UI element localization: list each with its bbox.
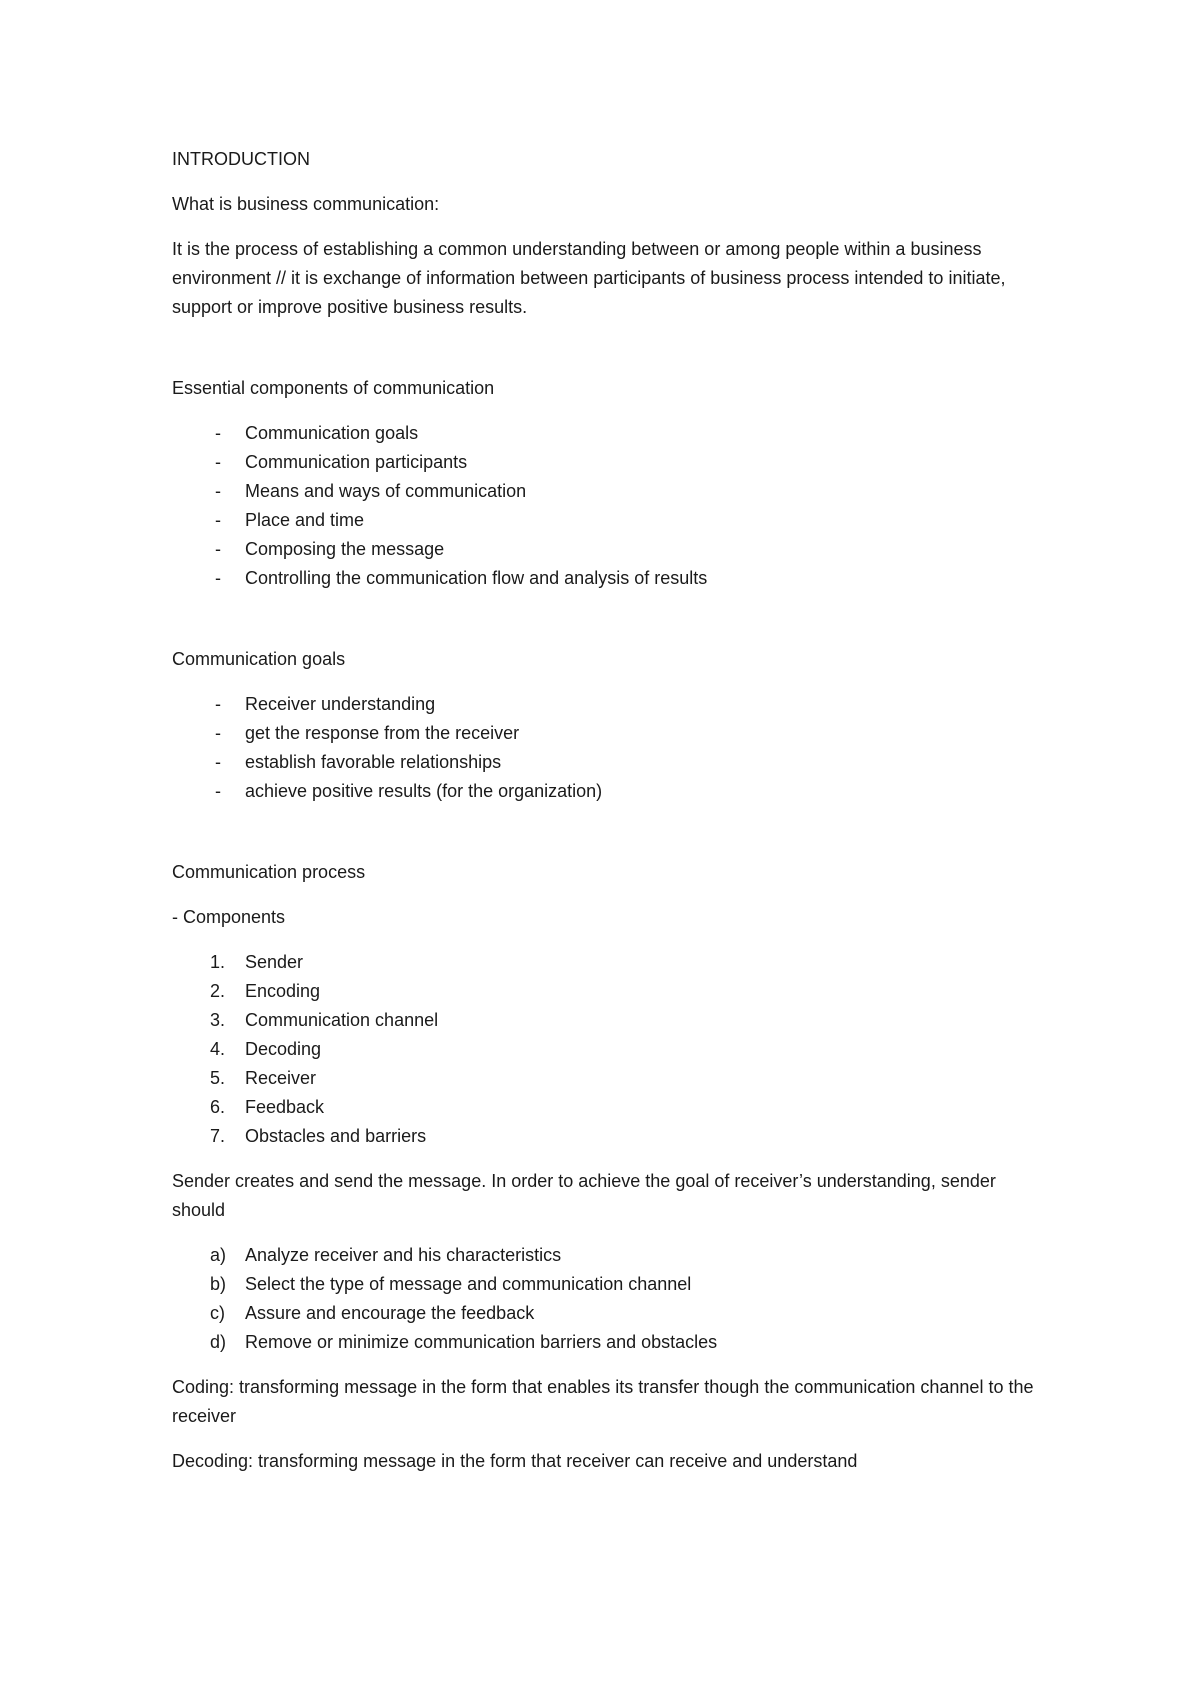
- number-marker: 3.: [210, 1010, 226, 1030]
- list-item-text: Communication participants: [245, 452, 468, 472]
- communication-goals-list: [172, 690, 1052, 806]
- dash-marker: -: [215, 568, 221, 588]
- essential-components-heading: Essential components of communication: [172, 378, 495, 398]
- components-subheading: - Components: [172, 907, 286, 927]
- list-item-text: Select the type of message and communication channel: [245, 1274, 692, 1294]
- list-item-text: Means and ways of communication: [245, 481, 527, 501]
- communication-goals-heading: Communication goals: [172, 649, 346, 669]
- coding-paragraph: Coding: transforming message in the form that enables its transfer though the communication channel to the receiver: [172, 1377, 1034, 1426]
- list-item: [172, 977, 1052, 1006]
- list-item-text: Controlling the communication flow and analysis of results: [245, 568, 708, 588]
- letter-marker: a): [210, 1245, 227, 1265]
- sender-paragraph: Sender creates and send the message. In order to achieve the goal of receiver’s understanding, sender should: [172, 1171, 996, 1220]
- list-item: [172, 1241, 1052, 1270]
- list-item-text: Place and time: [245, 510, 365, 530]
- definition-paragraph: It is the process of establishing a common understanding between or among people within a business environment // it is exchange of information between participants of business process intended to initiate, support or improve positive business results.: [172, 239, 1006, 317]
- list-item: [172, 448, 1052, 477]
- list-item: [172, 564, 1052, 593]
- list-item: [172, 1064, 1052, 1093]
- list-item-text: Feedback: [245, 1097, 325, 1117]
- number-marker: 4.: [210, 1039, 226, 1059]
- list-item: [172, 1006, 1052, 1035]
- list-item: [172, 748, 1052, 777]
- dash-marker: -: [215, 452, 221, 472]
- dash-marker: -: [215, 510, 221, 530]
- communication-process-heading: Communication process: [172, 862, 366, 882]
- list-item: [172, 1035, 1052, 1064]
- list-item-text: establish favorable relationships: [245, 752, 502, 772]
- list-item-text: Encoding: [245, 981, 321, 1001]
- list-item-text: Communication channel: [245, 1010, 439, 1030]
- dash-marker: -: [215, 781, 221, 801]
- number-marker: 5.: [210, 1068, 226, 1088]
- dash-marker: -: [215, 423, 221, 443]
- list-item-text: Analyze receiver and his characteristics: [245, 1245, 562, 1265]
- list-item-text: Receiver: [245, 1068, 317, 1088]
- letter-marker: d): [210, 1332, 227, 1352]
- number-marker: 1.: [210, 952, 226, 972]
- list-item: [172, 777, 1052, 806]
- list-item: [172, 1122, 1052, 1151]
- list-item: [172, 1328, 1052, 1357]
- list-item-text: Receiver understanding: [245, 694, 436, 714]
- list-item: [172, 477, 1052, 506]
- list-item-text: Sender: [245, 952, 304, 972]
- letter-marker: c): [210, 1303, 225, 1323]
- document-body: [172, 145, 1052, 1492]
- dash-marker: -: [215, 752, 221, 772]
- dash-marker: -: [215, 723, 221, 743]
- list-item: [172, 948, 1052, 977]
- sender-steps-list: [172, 1241, 1052, 1357]
- list-item: [172, 419, 1052, 448]
- letter-marker: b): [210, 1274, 227, 1294]
- list-item-text: Decoding: [245, 1039, 322, 1059]
- number-marker: 2.: [210, 981, 226, 1001]
- essential-components-list: [172, 419, 1052, 593]
- list-item-text: Assure and encourage the feedback: [245, 1303, 535, 1323]
- list-item-text: Obstacles and barriers: [245, 1126, 427, 1146]
- list-item: [172, 719, 1052, 748]
- question-line: What is business communication:: [172, 194, 440, 214]
- list-item-text: Remove or minimize communication barriers and obstacles: [245, 1332, 718, 1352]
- list-item: [172, 1270, 1052, 1299]
- list-item-text: Communication goals: [245, 423, 419, 443]
- components-list: [172, 948, 1052, 1151]
- list-item: [172, 1299, 1052, 1328]
- list-item: [172, 535, 1052, 564]
- list-item-text: achieve positive results (for the organization): [245, 781, 603, 801]
- list-item-text: Composing the message: [245, 539, 445, 559]
- list-item: [172, 690, 1052, 719]
- dash-marker: -: [215, 539, 221, 559]
- list-item: [172, 1093, 1052, 1122]
- decoding-paragraph: Decoding: transforming message in the form that receiver can receive and understand: [172, 1451, 858, 1471]
- dash-marker: -: [215, 481, 221, 501]
- number-marker: 7.: [210, 1126, 226, 1146]
- list-item-text: get the response from the receiver: [245, 723, 520, 743]
- list-item: [172, 506, 1052, 535]
- number-marker: 6.: [210, 1097, 226, 1117]
- dash-marker: -: [215, 694, 221, 714]
- intro-title: INTRODUCTION: [172, 149, 310, 169]
